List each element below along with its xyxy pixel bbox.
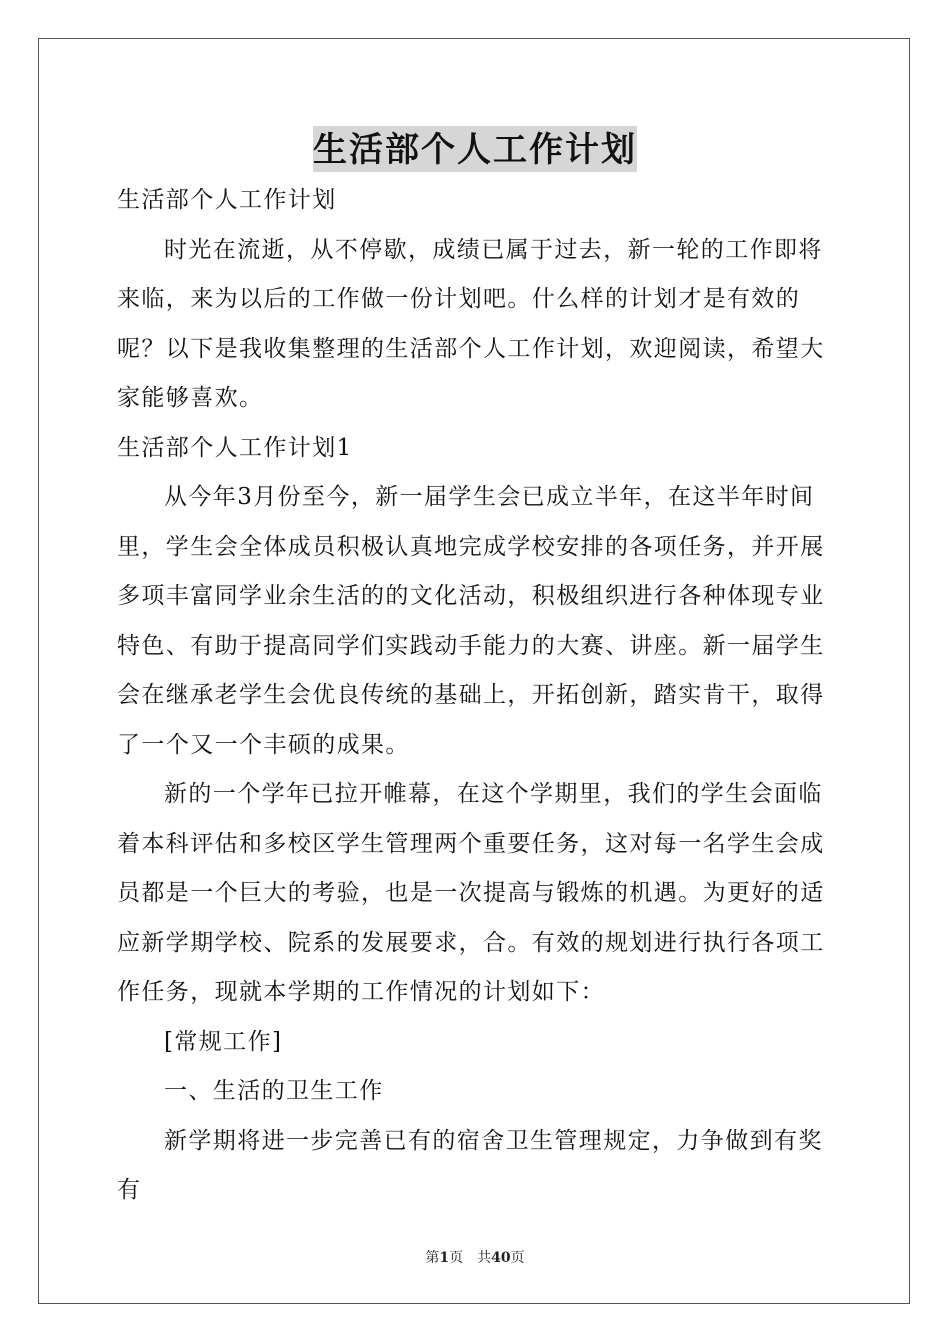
total-prefix: 共 [477,1250,492,1266]
total-suffix: 页 [510,1250,525,1266]
paragraph-section-heading: 生活部个人工作计划1 [117,434,353,461]
paragraph-body: 新的一个学年已拉开帷幕，在这个学期里，我们的学生会面临着本科评估和多校区学生管理两个重要任务，这对每一名学生会成员都是一个巨大的考验，也是一次提高与锻炼的机遇。为更好的适应新学期学校、院系的发展要求，合。有效的规划进行执行各项工作任务，现就本学期的工作情况的计划如下： [117,781,825,1005]
paragraph-subtitle: 生活部个人工作计划 [117,187,337,213]
document-body [117,176,837,1216]
paragraph-item-heading: 一、生活的卫生工作 [164,1078,384,1104]
page-prefix: 第 [425,1250,440,1266]
paragraph-category: [常规工作] [164,1028,283,1055]
page-footer [0,1247,950,1267]
document-title: 生活部个人工作计划 [313,126,637,172]
page-number: 1 [439,1250,450,1266]
paragraph-body: 新学期将进一步完善已有的宿舍卫生管理规定，力争做到有奖有 [117,1127,823,1203]
paragraph-intro: 时光在流逝，从不停歇，成绩已属于过去，新一轮的工作即将来临，来为以后的工作做一份计划吧。什么样的计划才是有效的呢？以下是我收集整理的生活部个人工作计划，欢迎阅读，希望大家能够喜欢。 [117,236,825,411]
page-suffix: 页 [449,1250,464,1266]
title-container [0,126,950,172]
total-pages: 40 [491,1250,511,1266]
paragraph-body: 从今年3月份至今，新一届学生会已成立半年，在这半年时间里，学生会全体成员积极认真地完成学校安排的各项任务，并开展多项丰富同学业余生活的的文化活动，积极组织进行各种体现专业特色、有助于提高同学们实践动手能力的大赛、讲座。新一届学生会在继承老学生会优良传统的基础上，开拓创新，踏实肯干，取得了一个又一个丰硕的成果。 [117,484,825,758]
